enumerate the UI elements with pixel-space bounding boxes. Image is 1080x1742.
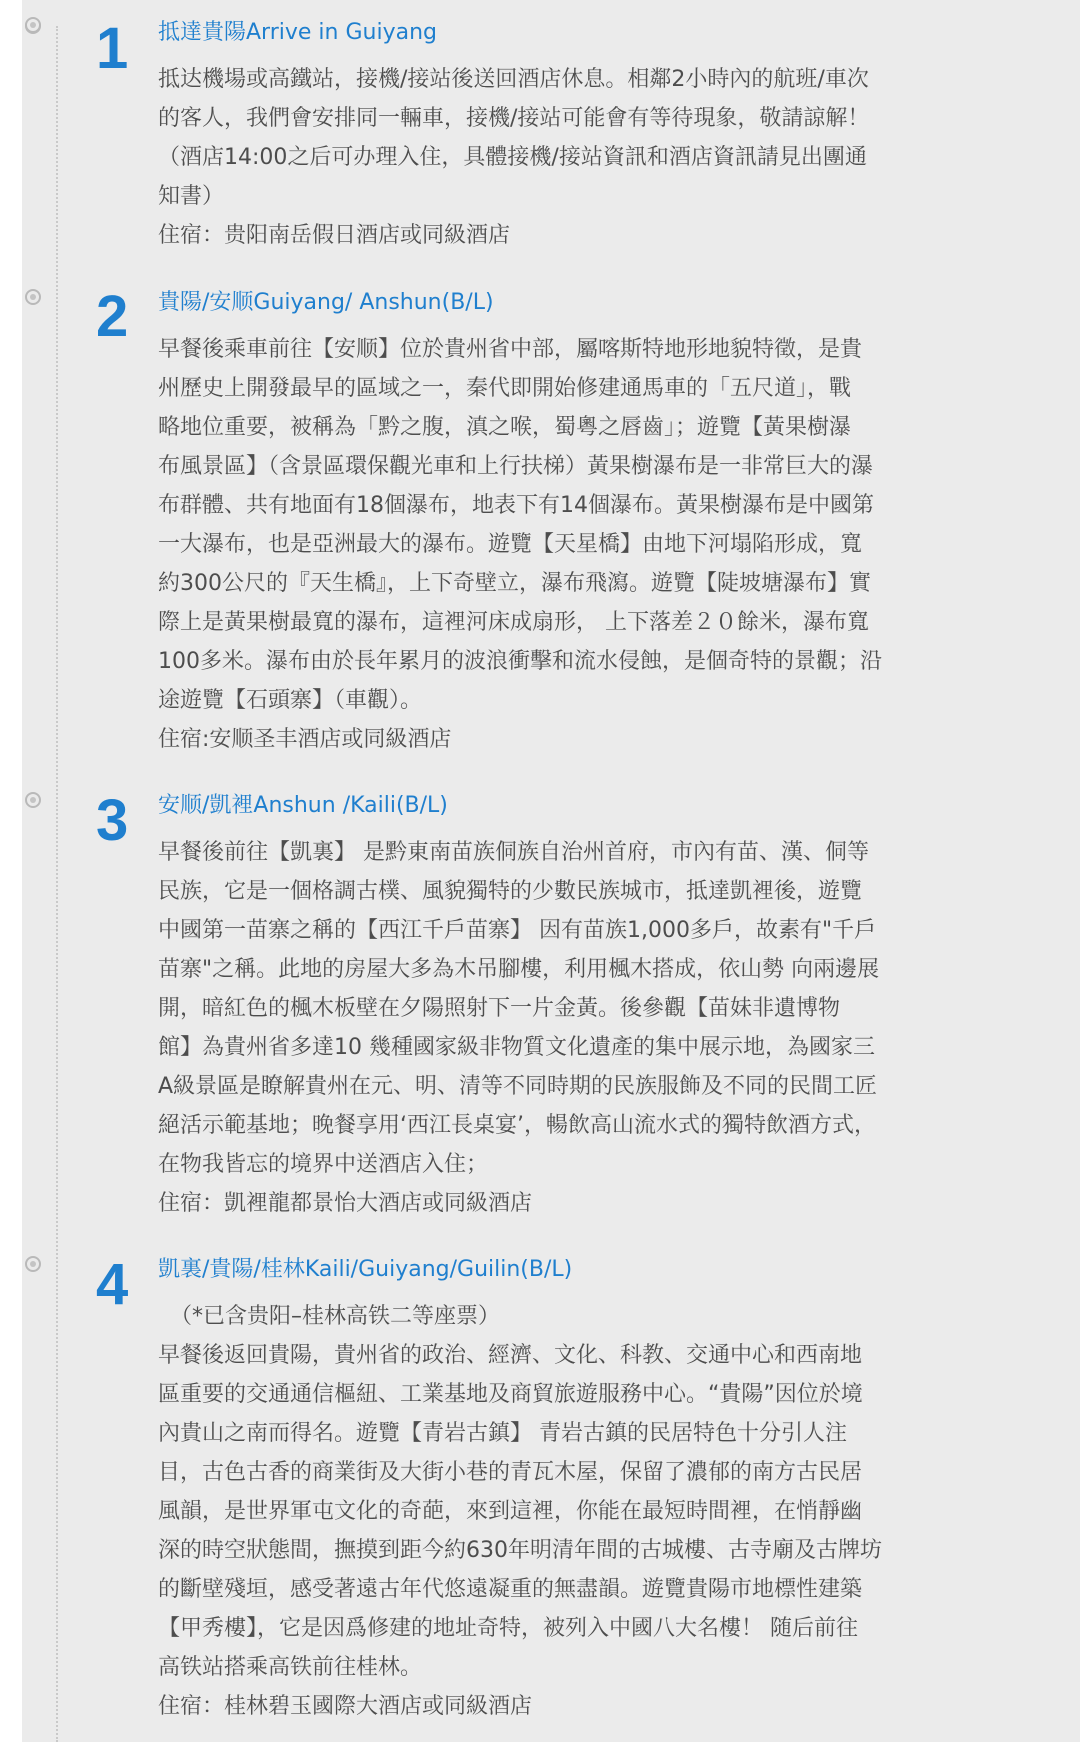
timeline-dot-icon xyxy=(25,792,41,808)
timeline-dot-icon xyxy=(25,1256,41,1272)
description-line: 100多米。瀑布由於長年累月的波浪衝擊和流水侵蝕，是個奇特的景觀；沿 xyxy=(158,649,882,674)
day-number: 3 xyxy=(96,788,129,853)
day-title: 安顺/凱裡Anshun /Kaili(B/L) xyxy=(158,793,448,818)
description-line: 苗寨"之稱。此地的房屋大多為木吊腳樓，利用楓木搭成，依山勢 向兩邊展 xyxy=(158,957,880,982)
description-line: 絕活示範基地；晚餐享用‘西江長桌宴’，暢飲高山流水式的獨特飲酒方式， xyxy=(158,1113,876,1138)
description-line: 抵达機場或高鐵站，接機/接站後送回酒店休息。相鄰2小時內的航班/車次 xyxy=(158,67,869,92)
accommodation-line: 住宿：桂林碧玉國際大酒店或同級酒店 xyxy=(158,1694,533,1719)
description-line: 的客人，我們會安排同一輛車，接機/接站可能會有等待現象，敬請諒解！ xyxy=(158,106,870,131)
day-description xyxy=(158,833,958,1223)
description-line: 的斷壁殘垣，感受著遠古年代悠遠凝重的無盡韻。遊覽貴陽市地標性建築 xyxy=(158,1577,863,1602)
description-line: 在物我皆忘的境界中送酒店入住； xyxy=(158,1152,489,1177)
description-line: 約300公尺的『天生橋』，上下奇壁立，瀑布飛瀉。遊覽【陡坡塘瀑布】實 xyxy=(158,571,871,596)
description-line: 州歷史上開發最早的區域之一，秦代即開始修建通馬車的「五尺道」，戰 xyxy=(158,376,852,401)
description-line: 深的時空狀態間，撫摸到距今約630年明清年間的古城樓、古寺廟及古牌坊 xyxy=(158,1538,882,1563)
description-line: 早餐後乘車前往【安顺】位於貴州省中部，屬喀斯特地形地貌特徵，是貴 xyxy=(158,337,863,362)
day-number: 1 xyxy=(96,16,129,81)
description-line: 一大瀑布，也是亞洲最大的瀑布。遊覽【天星橋】由地下河塌陷形成，寬 xyxy=(158,532,863,557)
day-title: 抵達貴陽Arrive in Guiyang xyxy=(158,20,437,45)
day-description xyxy=(158,60,958,255)
day-description xyxy=(158,330,958,759)
description-line: A級景區是瞭解貴州在元、明、清等不同時期的民族服飾及不同的民間工匠 xyxy=(158,1074,878,1099)
timeline-dot-icon xyxy=(25,289,41,305)
description-line: 布群體、共有地面有18個瀑布，地表下有14個瀑布。黃果樹瀑布是中國第 xyxy=(158,493,874,518)
description-line: 目，古色古香的商業街及大街小巷的青瓦木屋，保留了濃郁的南方古民居 xyxy=(158,1460,863,1485)
description-line: 中國第一苗寨之稱的【西江千戶苗寨】 因有苗族1,000多戶，故素有"千戶 xyxy=(158,918,877,943)
day-title: 凱裏/貴陽/桂林Kaili/Guiyang/Guilin(B/L) xyxy=(158,1257,573,1282)
accommodation-line: 住宿：凱裡龍都景怡大酒店或同級酒店 xyxy=(158,1191,533,1216)
description-line: 際上是黃果樹最寬的瀑布，這裡河床成扇形， 上下落差２０餘米，瀑布寬 xyxy=(158,610,869,635)
day-description xyxy=(158,1297,958,1726)
accommodation-line: 住宿：贵阳南岳假日酒店或同級酒店 xyxy=(158,223,511,248)
day-title: 貴陽/安顺Guiyang/ Anshun(B/L) xyxy=(158,290,494,315)
description-line: 布風景區】（含景區環保觀光車和上行扶梯）黃果樹瀑布是一非常巨大的瀑 xyxy=(158,454,874,479)
description-line: 略地位重要，被稱為「黔之腹，滇之喉，蜀粵之唇齒」；遊覽【黃果樹瀑 xyxy=(158,415,852,440)
day-number: 4 xyxy=(96,1252,129,1317)
description-line: 區重要的交通通信樞紐、工業基地及商貿旅遊服務中心。“貴陽”因位於境 xyxy=(158,1382,863,1407)
accommodation-line: 住宿:安顺圣丰酒店或同級酒店 xyxy=(158,727,452,752)
description-line: （酒店14:00之后可办理入住，具體接機/接站資訊和酒店資訊請見出團通 xyxy=(158,145,867,170)
description-line: 早餐後前往【凱裏】 是黔東南苗族侗族自治州首府，市內有苗、漢、侗等 xyxy=(158,840,869,865)
description-line: 館】為貴州省多達10 幾種國家級非物質文化遺產的集中展示地，為國家三 xyxy=(158,1035,875,1060)
description-line: 知書） xyxy=(158,184,225,209)
description-line: 內貴山之南而得名。遊覽【青岩古鎮】 青岩古鎮的民居特色十分引人注 xyxy=(158,1421,847,1446)
day-number: 2 xyxy=(96,284,129,349)
description-line: 民族，它是一個格調古樸、風貌獨特的少數民族城市，抵達凱裡後，遊覽 xyxy=(158,879,863,904)
description-line: 高铁站搭乘高铁前往桂林。 xyxy=(158,1655,423,1680)
ticket-note: （*已含贵阳–桂林高铁二等座票） xyxy=(170,1304,501,1329)
description-line: 早餐後返回貴陽，貴州省的政治、經濟、文化、科教、交通中心和西南地 xyxy=(158,1343,863,1368)
description-line: 途遊覽【石頭寨】（車觀）。 xyxy=(158,688,423,713)
timeline-line xyxy=(56,26,58,1742)
description-line: 風韻，是世界軍屯文化的奇葩，來到這裡，你能在最短時間裡，在悄靜幽 xyxy=(158,1499,863,1524)
description-line: 開，暗紅色的楓木板壁在夕陽照射下一片金黃。後參觀【苗妹非遺博物 xyxy=(158,996,841,1021)
description-line: 【甲秀樓】，它是因爲修建的地址奇特，被列入中國八大名樓！ 随后前往 xyxy=(158,1616,858,1641)
timeline-dot-icon xyxy=(25,17,41,33)
